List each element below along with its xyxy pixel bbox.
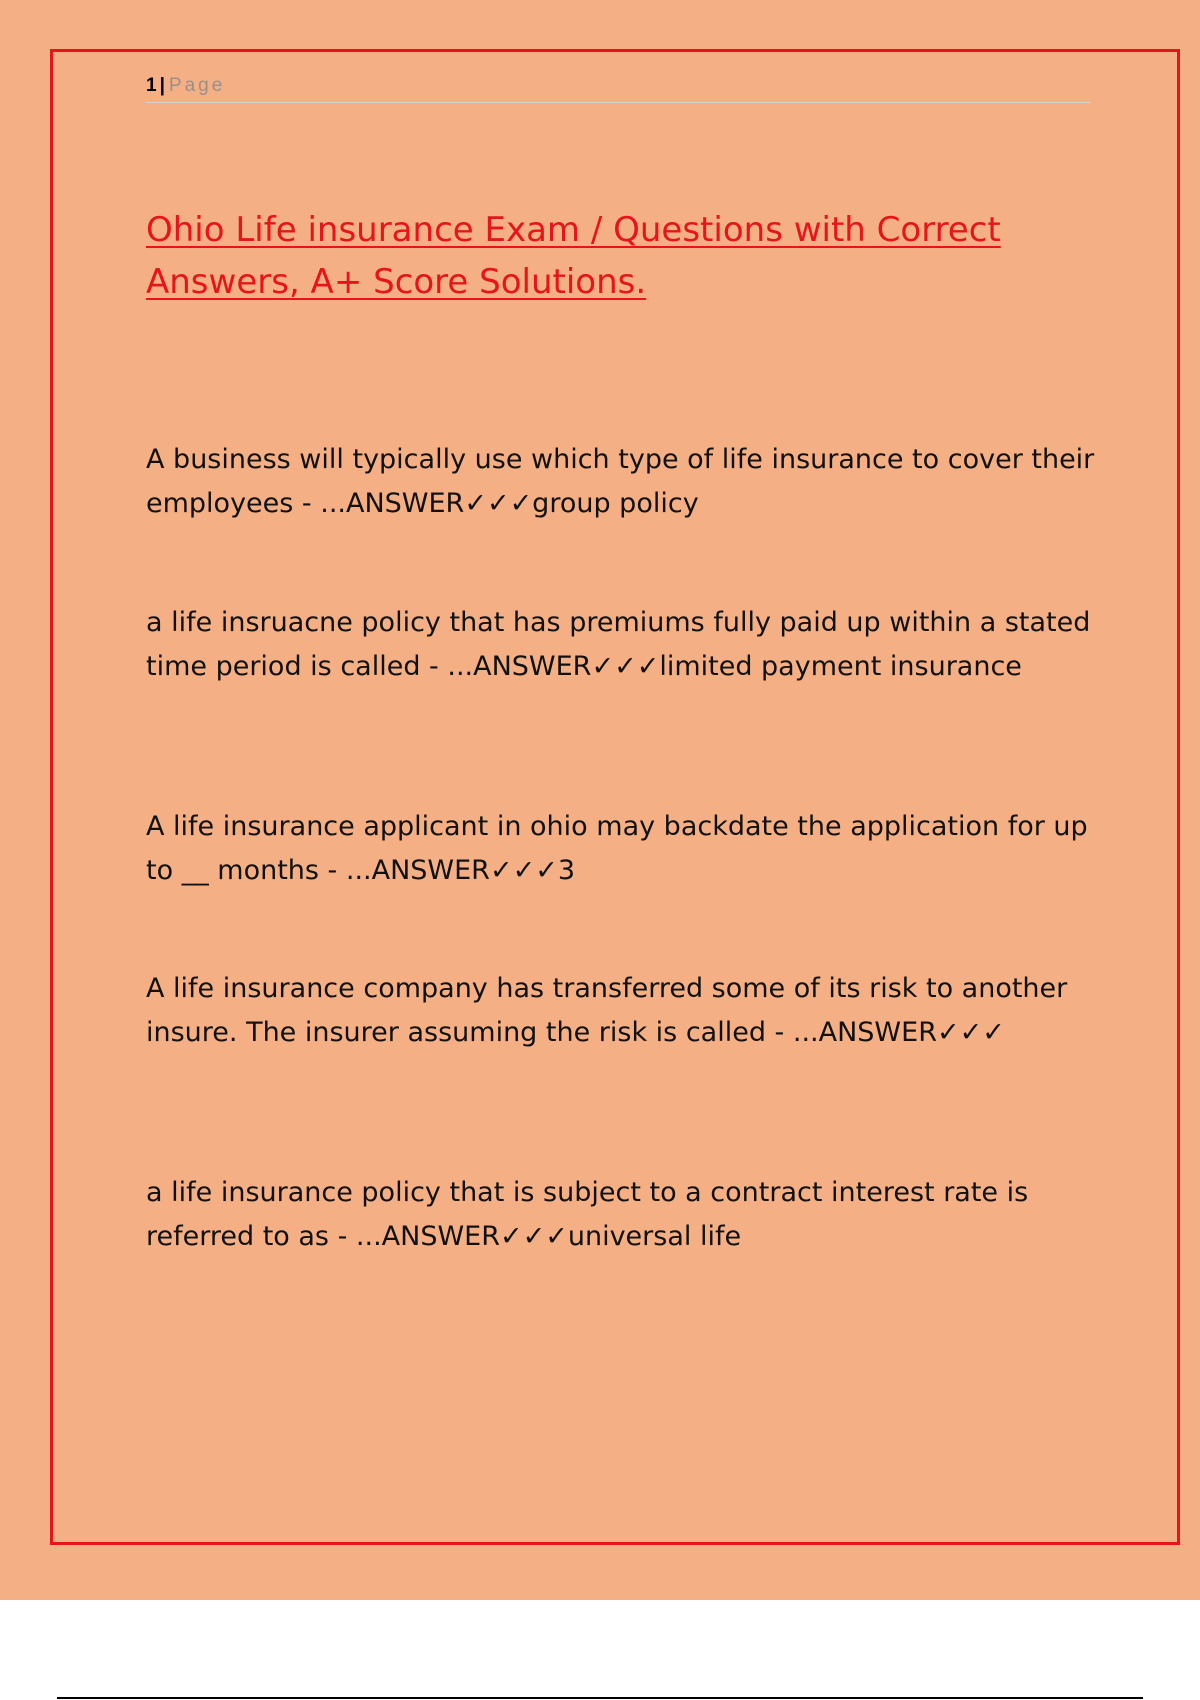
question-answer-item: a life insurance policy that is subject to a contract interest rate is referred to as - ...ANSWER✓✓✓universal life xyxy=(146,1177,1029,1252)
page-header xyxy=(146,74,1091,103)
question-answer-item: a life insruacne policy that has premiums fully paid up within a stated time period is called - ...ANSWER✓✓✓limited payment insurance xyxy=(146,607,1091,682)
question-answer-item: A life insurance company has transferred some of its risk to another insure. The insurer assuming the risk is called - ...ANSWER✓✓✓ xyxy=(146,973,1068,1048)
page-label: Page xyxy=(168,75,226,96)
page-number-separator: | xyxy=(159,75,165,96)
page-number: 1 xyxy=(146,75,157,96)
document-title: Ohio Life insurance Exam / Questions with Correct Answers, A+ Score Solutions. xyxy=(146,210,1001,302)
bottom-divider xyxy=(57,1697,1143,1699)
question-answer-item: A life insurance applicant in ohio may backdate the application for up to __ months - ...ANSWER✓✓✓3 xyxy=(146,811,1088,886)
question-answer-item: A business will typically use which type of life insurance to cover their employees - ...ANSWER✓✓✓group policy xyxy=(146,444,1095,519)
